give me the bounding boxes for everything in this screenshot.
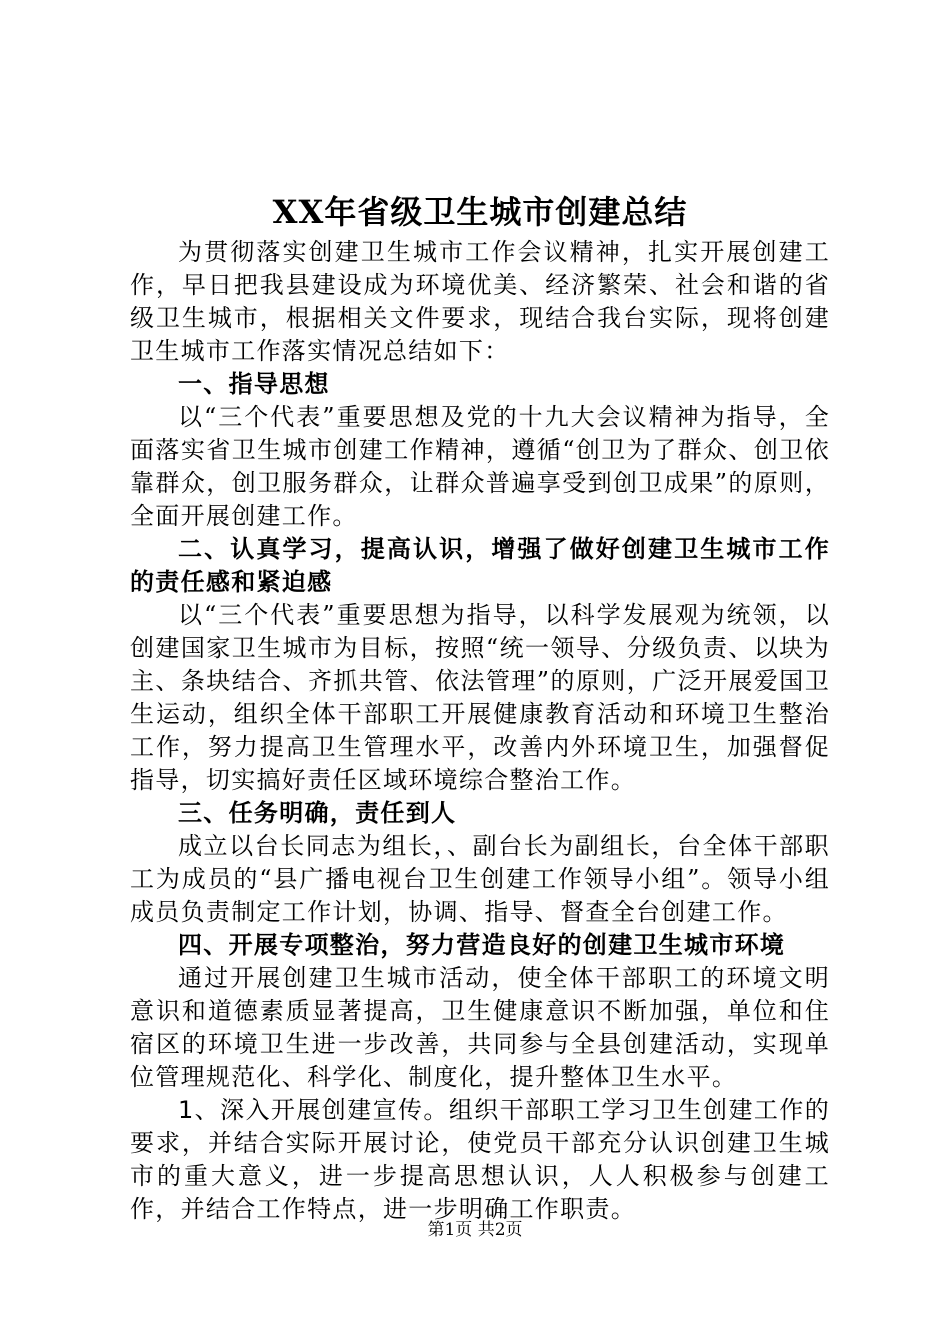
section-heading-1: 一、指导思想 <box>178 370 330 398</box>
intro-paragraph: 为贯彻落实创建卫生城市工作会议精神，扎实开展创建工作，早日把我县建设成为环境优美、经济繁荣、社会和谐的省级卫生城市，根据相关文件要求，现结合我台实际，现将创建卫生城市工作落实情况总结如下： <box>130 238 830 365</box>
list-item-1-lead: 1、深入开展创建宣传。 <box>178 1096 449 1124</box>
section-body-2: 以“三个代表”重要思想为指导，以科学发展观为统领，以创建国家卫生城市为目标，按照“统一领导、分级负责、以块为主、条块结合、齐抓共管、依法管理”的原则，广泛开展爱国卫生运动，组织全体干部职工开展健康教育活动和环境卫生整治工作，努力提高卫生管理水平，改善内外环境卫生，加强督促指导，切实搞好责任区域环境综合整治工作。 <box>130 601 830 794</box>
section-body-3: 成立以台长同志为组长，、副台长为副组长，台全体干部职工为成员的“县广播电视台卫生创建工作领导小组”。领导小组成员负责制定工作计划，协调、指导、督查全台创建工作。 <box>130 832 830 926</box>
section-heading-3: 三、任务明确，责任到人 <box>178 799 457 827</box>
section-heading-4: 四、开展专项整治，努力营造良好的创建卫生城市环境 <box>178 931 786 959</box>
list-item-1-body: 组织干部职工学习卫生创建工作的要求，并结合实际开展讨论，使党员干部充分认识创建卫生城市的重大意义，进一步提高思想认识，人人积极参与创建工作，并结合工作特点，进一步明确工作职责。 <box>130 1096 830 1223</box>
document-body <box>130 190 830 1226</box>
section-body-4: 通过开展创建卫生城市活动，使全体干部职工的环境文明意识和道德素质显著提高，卫生健康意识不断加强，单位和住宿区的环境卫生进一步改善，共同参与全县创建活动，实现单位管理规范化、科学化、制度化，提升整体卫生水平。 <box>130 964 830 1091</box>
section-heading-2: 二、认真学习，提高认识，增强了做好创建卫生城市工作的责任感和紧迫感 <box>130 535 830 596</box>
document-title: XX年省级卫生城市创建总结 <box>272 193 688 231</box>
section-body-1: 以“三个代表”重要思想及党的十九大会议精神为指导，全面落实省卫生城市创建工作精神，遵循“创卫为了群众、创卫依靠群众，创卫服务群众，让群众普遍享受到创卫成果”的原则，全面开展创建工作。 <box>130 403 830 530</box>
page-number-footer: 第1页 共2页 <box>427 1220 523 1240</box>
list-item-1 <box>130 1094 830 1226</box>
